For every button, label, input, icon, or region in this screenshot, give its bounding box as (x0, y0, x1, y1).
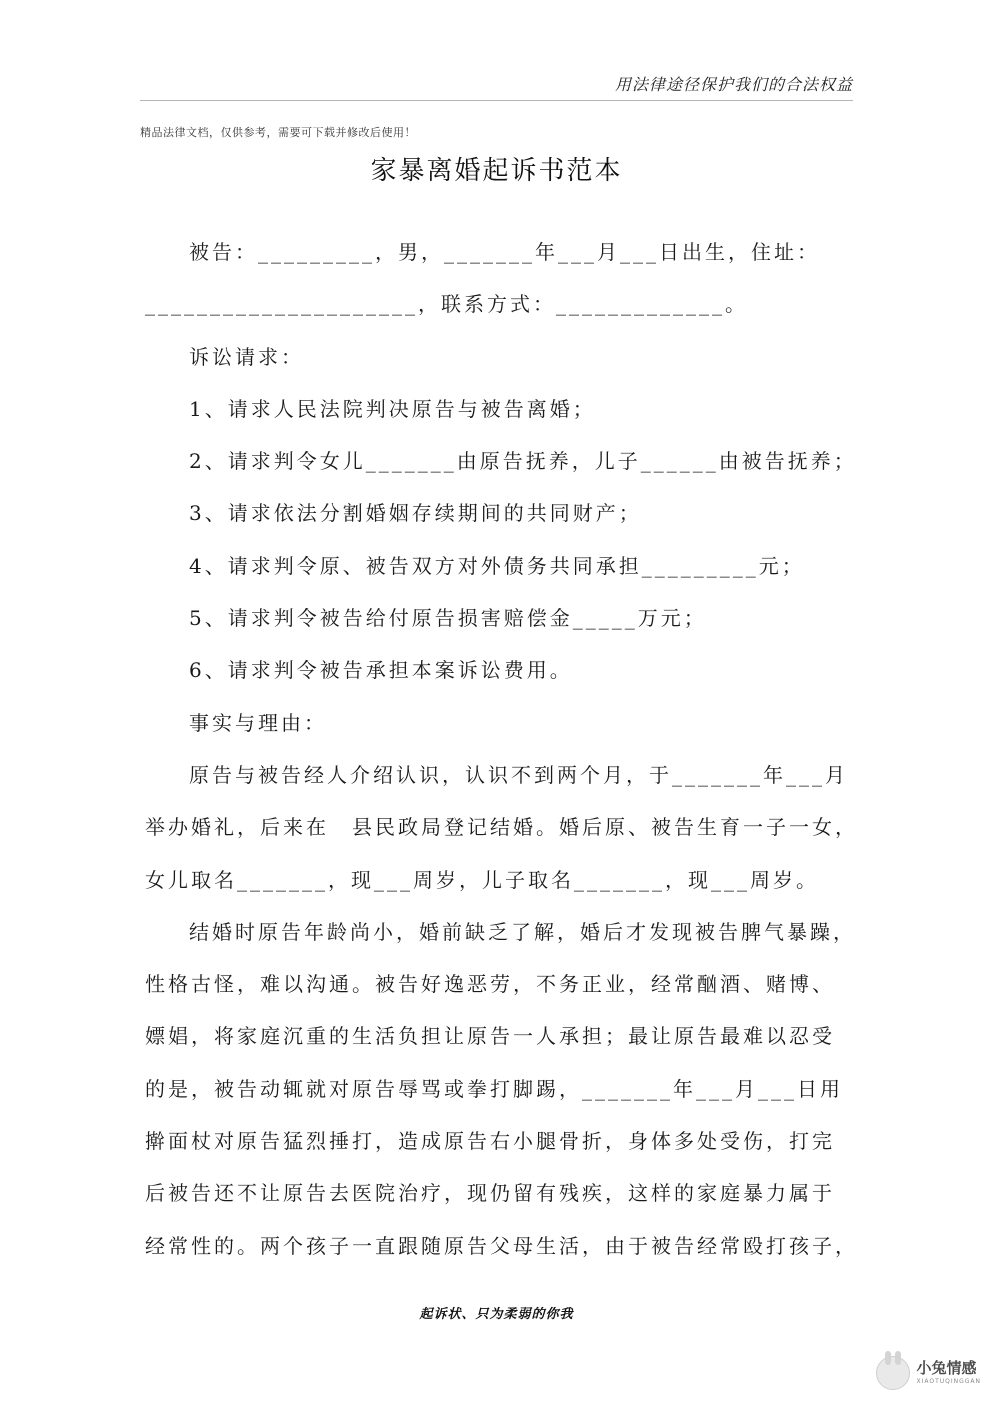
footer-text: 起诉状、只为柔弱的你我 (419, 1307, 574, 1322)
body-line: 经常性的。两个孩子一直跟随原告父母生活，由于被告经常殴打孩子， (145, 1233, 858, 1258)
body-line: 诉讼请求： (189, 344, 304, 369)
body-line: 事实与理由： (189, 710, 327, 735)
body-line: 女儿取名_______，现___周岁，儿子取名_______，现___周岁。 (145, 867, 819, 892)
body-line: 4、请求判令原、被告双方对外债务共同承担_________元； (189, 553, 805, 578)
document-body (145, 226, 865, 1272)
body-line: 6、请求判令被告承担本案诉讼费用。 (189, 658, 573, 683)
body-line: 后被告还不让原告去医院治疗，现仍留有残疾，这样的家庭暴力属于 (145, 1181, 835, 1206)
rabbit-icon (876, 1356, 910, 1390)
header-divider (140, 100, 853, 101)
body-line: 结婚时原告年龄尚小，婚前缺乏了解，婚后才发现被告脾气暴躁， (189, 919, 856, 944)
document-title: 家暴离婚起诉书范本 (370, 156, 623, 186)
body-line: 擀面杖对原告猛烈捶打，造成原告右小腿骨折，身体多处受伤，打完 (145, 1129, 835, 1154)
watermark-logo (876, 1356, 981, 1390)
body-line: 5、请求判令被告给付原告损害赔偿金_____万元； (189, 606, 707, 631)
body-line: 原告与被告经人介绍认识，认识不到两个月，于_______年___月 (189, 762, 848, 787)
body-line: 举办婚礼，后来在 县民政局登记结婚。婚后原、被告生育一子一女， (145, 815, 858, 840)
body-line: 被告：_________，男，_______年___月___日出生，住址： (189, 240, 820, 264)
watermark-text (916, 1361, 981, 1385)
watermark-sub: XIAOTUQINGGAN (916, 1378, 981, 1385)
disclaimer-text: 精品法律文档，仅供参考，需要可下载并修改后使用！ (140, 126, 416, 139)
body-line: 1、请求人民法院判决原告与被告离婚； (189, 396, 596, 421)
header-slogan: 用法律途径保护我们的合法权益 (614, 75, 853, 94)
body-line: 2、请求判令女儿_______由原告抚养，儿子______由被告抚养； (189, 449, 857, 474)
watermark-main: 小兔情感 (916, 1359, 977, 1377)
body-line: _____________________，联系方式：_____________。 (145, 292, 748, 317)
body-line: 嫖娼，将家庭沉重的生活负担让原告一人承担；最让原告最难以忍受 (145, 1024, 835, 1049)
body-line: 性格古怪，难以沟通。被告好逸恶劳，不务正业，经常酗酒、赌博、 (145, 972, 835, 997)
body-line: 3、请求依法分割婚姻存续期间的共同财产； (189, 501, 642, 526)
body-line: 的是，被告动辄就对原告辱骂或拳打脚踢，_______年___月___日用 (145, 1076, 843, 1101)
